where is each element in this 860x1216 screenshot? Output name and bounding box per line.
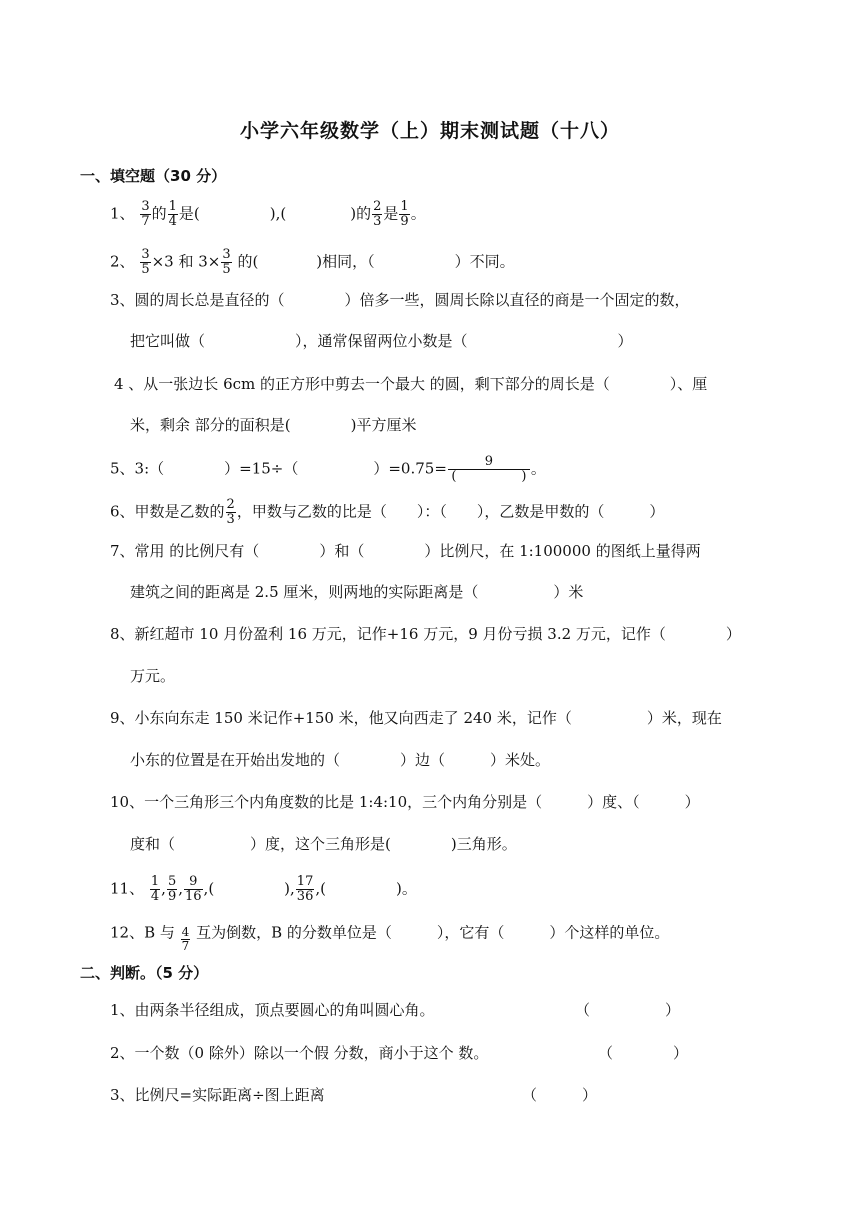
question-3-line-1: 3、圆的周长总是直径的（ ）倍多一些，圆周长除以直径的商是一个固定的数， [110, 291, 690, 309]
section-true-false-heading: 二、判断。（5 分） [80, 964, 209, 982]
question-9-line-1: 9、小东向东走 150 米记作+150 米，他又向西走了 240 米，记作（ ）米，现在 [110, 709, 722, 727]
question-10-line-1: 10、一个三角形三个内角度数的比是 1:4:10，三个内角分别是（ ）度、（ ） [110, 793, 700, 811]
fraction: $\frac{9}{( )}$ [448, 455, 530, 484]
fraction: $\frac{2}{3}$ [226, 497, 235, 527]
question-8-line-2: 万元。 [130, 667, 176, 685]
fraction: $\frac{3}{7}$ [141, 199, 150, 229]
question-7-line-2: 建筑之间的距离是 2.5 厘米，则两地的实际距离是（ ）米 [130, 583, 584, 601]
fraction: $\frac{17}{36}$ [296, 874, 314, 904]
fraction: $\frac{4}{7}$ [181, 925, 190, 953]
fraction: $\frac{3}{5}$ [222, 247, 231, 277]
fraction: $\frac{9}{16}$ [185, 874, 202, 904]
fraction: $\frac{5}{9}$ [167, 874, 177, 904]
judge-1: 1、由两条半径组成，顶点要圆心的角叫圆心角。 [110, 1001, 435, 1019]
question-11: 11、 $\frac{1}{4}$ , $\frac{5}{9}$ , $\frac{9}{16}$ ,( ), $\frac{17}{36}$ ,( )。 [110, 874, 417, 904]
question-1: 1、 $\frac{3}{7}$ 的 $\frac{1}{4}$ 是( ),( )的 $\frac{2}{3}$ 是 $\frac{1}{9}$ 。 [110, 199, 426, 229]
fraction: $\frac{1}{4}$ [150, 874, 160, 904]
judge-2: 2、一个数（0 除外）除以一个假 分数，商小于这个 数。 [110, 1044, 489, 1062]
question-8-line-1: 8、新红超市 10 月份盈利 16 万元，记作+16 万元，9 月份亏损 3.2 万元，记作（ ） [110, 625, 741, 643]
question-10-line-2: 度和（ ）度，这个三角形是( )三角形。 [130, 835, 517, 853]
question-12: 12、B 与 $\frac{4}{7}$ 互为倒数，B 的分数单位是（ ），它有（ ）个这样的单位。 [110, 923, 670, 953]
question-5: 5、3:（ ）=15÷（ ）=0.75= $\frac{9}{( )}$ 。 [110, 454, 546, 484]
question-4-line-2: 米，剩余 部分的面积是( )平方厘米 [130, 416, 417, 434]
judge-2-paren: （ ） [598, 1044, 689, 1062]
fraction: $\frac{3}{5}$ [141, 247, 150, 277]
judge-3: 3、比例尺=实际距离÷图上距离 [110, 1086, 325, 1104]
question-9-line-2: 小东的位置是在开始出发地的（ ）边（ ）米处。 [130, 751, 551, 769]
fraction: $\frac{1}{4}$ [168, 199, 177, 229]
judge-1-paren: （ ） [575, 1001, 681, 1019]
section-fill-in-heading: 一、填空题（30 分） [80, 167, 227, 185]
judge-3-paren: （ ） [522, 1086, 598, 1104]
question-4-line-1: 4 、从一张边长 6cm 的正方形中剪去一个最大 的圆，剩下部分的周长是（ ）、厘 [114, 375, 708, 393]
question-2: 2、 $\frac{3}{5}$ ×3 和 3× $\frac{3}{5}$ 的( )相同，（ ）不同。 [110, 247, 515, 277]
fraction: $\frac{1}{9}$ [400, 199, 409, 229]
question-3-line-2: 把它叫做（ ），通常保留两位小数是（ ） [130, 332, 633, 350]
page-title: 小学六年级数学（上）期末测试题（十八） [239, 120, 620, 142]
fraction: $\frac{2}{3}$ [373, 199, 382, 229]
question-7-line-1: 7、常用 的比例尺有（ ）和（ ）比例尺，在 1:100000 的图纸上量得两 [110, 542, 701, 560]
question-6: 6、甲数是乙数的 $\frac{2}{3}$ ，甲数与乙数的比是（ ）：（ ），乙数是甲数的（ ） [110, 497, 665, 527]
